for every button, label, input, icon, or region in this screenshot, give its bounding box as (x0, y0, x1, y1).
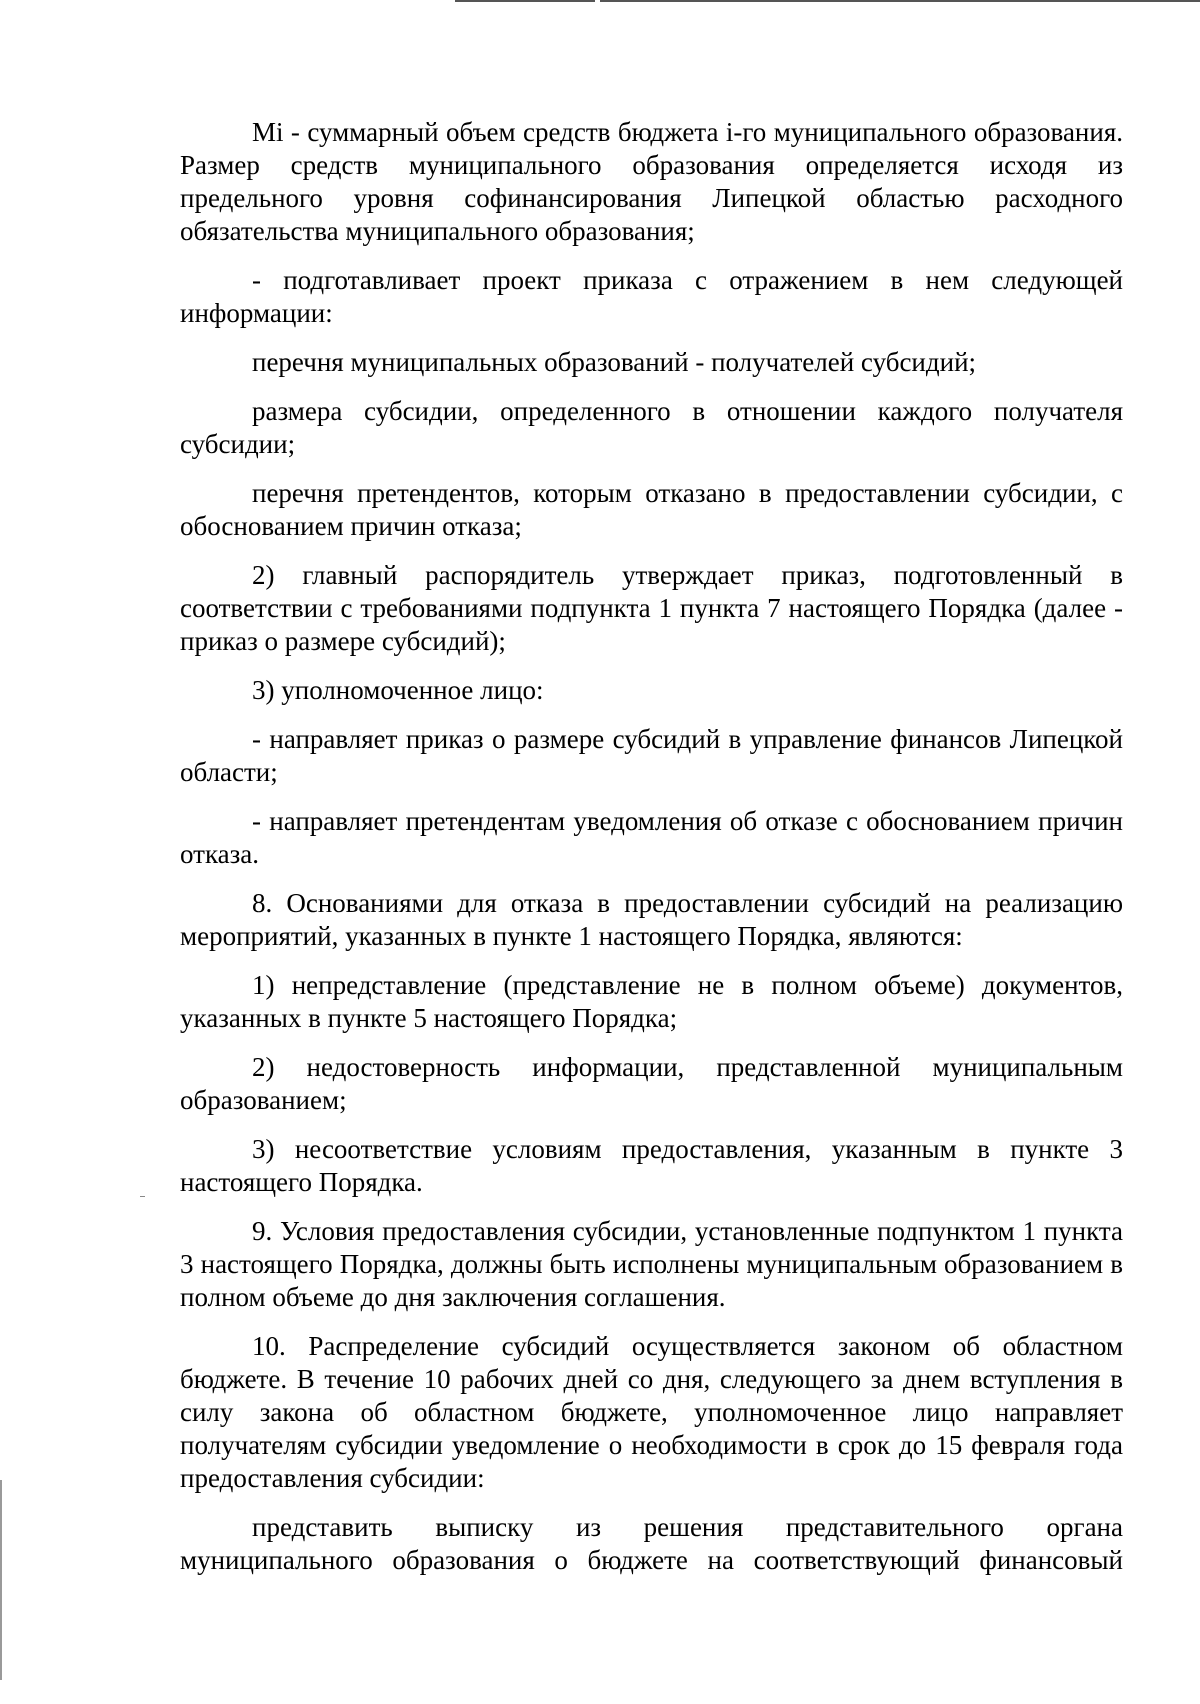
paragraph-prepare-order: - подготавливает проект приказа с отражением в нем следующей информации: (180, 265, 1123, 328)
paragraph-8-item-3: 3) несоответствие условиям предоставления, указанным в пункте 3 настоящего Порядка. (180, 1134, 1123, 1197)
paragraph-8-item-2: 2) недостоверность информации, представленной муниципальным образованием; (180, 1052, 1123, 1115)
paragraph-mi-definition: Mi - суммарный объем средств бюджета i-го муниципального образования. Размер средств муниципального образования определяется исходя из предельного уровня софинансирования Липецкой областью расходного обязательства муниципального образования; (180, 117, 1123, 246)
paragraph-subsidy-size: размера субсидии, определенного в отношении каждого получателя субсидии; (180, 396, 1123, 459)
paragraph-item-2-approves: 2) главный распорядитель утверждает приказ, подготовленный в соответствии с требованиями подпункта 1 пункта 7 настоящего Порядка (далее - приказ о размере субсидий); (180, 560, 1123, 656)
paragraph-section-8: 8. Основаниями для отказа в предоставлении субсидий на реализацию мероприятий, указанных в пункте 1 настоящего Порядка, являются: (180, 888, 1123, 951)
scan-edge-mark (0, 1480, 2, 1680)
scan-margin-tick (140, 1196, 145, 1197)
paragraph-item-3-authorized: 3) уполномоченное лицо: (252, 675, 544, 705)
scan-top-rule (455, 0, 595, 2)
paragraph-sends-refusals: - направляет претендентам уведомления об отказе с обоснованием причин отказа. (180, 806, 1123, 869)
paragraph-section-10: 10. Распределение субсидий осуществляется законом об областном бюджете. В течение 10 рабочих дней со дня, следующего за днем вступления в силу закона об областном бюджете, уполномоченное лицо направляет получателям субсидии уведомление о необходимости в срок до 15 февраля года предоставления субсидии: (180, 1331, 1123, 1493)
paragraph-submit-extract: представить выписку из решения представительного органа муниципального образования о бюджете на соответствующий финансовый (180, 1512, 1123, 1575)
paragraph-sends-order: - направляет приказ о размере субсидий в управление финансов Липецкой области; (180, 724, 1123, 787)
paragraph-8-item-1: 1) непредставление (представление не в полном объеме) документов, указанных в пункте 5 настоящего Порядка; (180, 970, 1123, 1033)
paragraph-list-municipalities: перечня муниципальных образований - получателей субсидий; (252, 347, 977, 377)
scan-top-rule (600, 0, 1200, 2)
paragraph-section-9: 9. Условия предоставления субсидии, установленные подпунктом 1 пункта 3 настоящего Порядка, должны быть исполнены муниципальным образованием в полном объеме до дня заключения соглашения. (180, 1216, 1123, 1312)
paragraph-refused-applicants: перечня претендентов, которым отказано в предоставлении субсидии, с обоснованием причин отказа; (180, 478, 1123, 541)
document-body (180, 116, 1123, 1593)
